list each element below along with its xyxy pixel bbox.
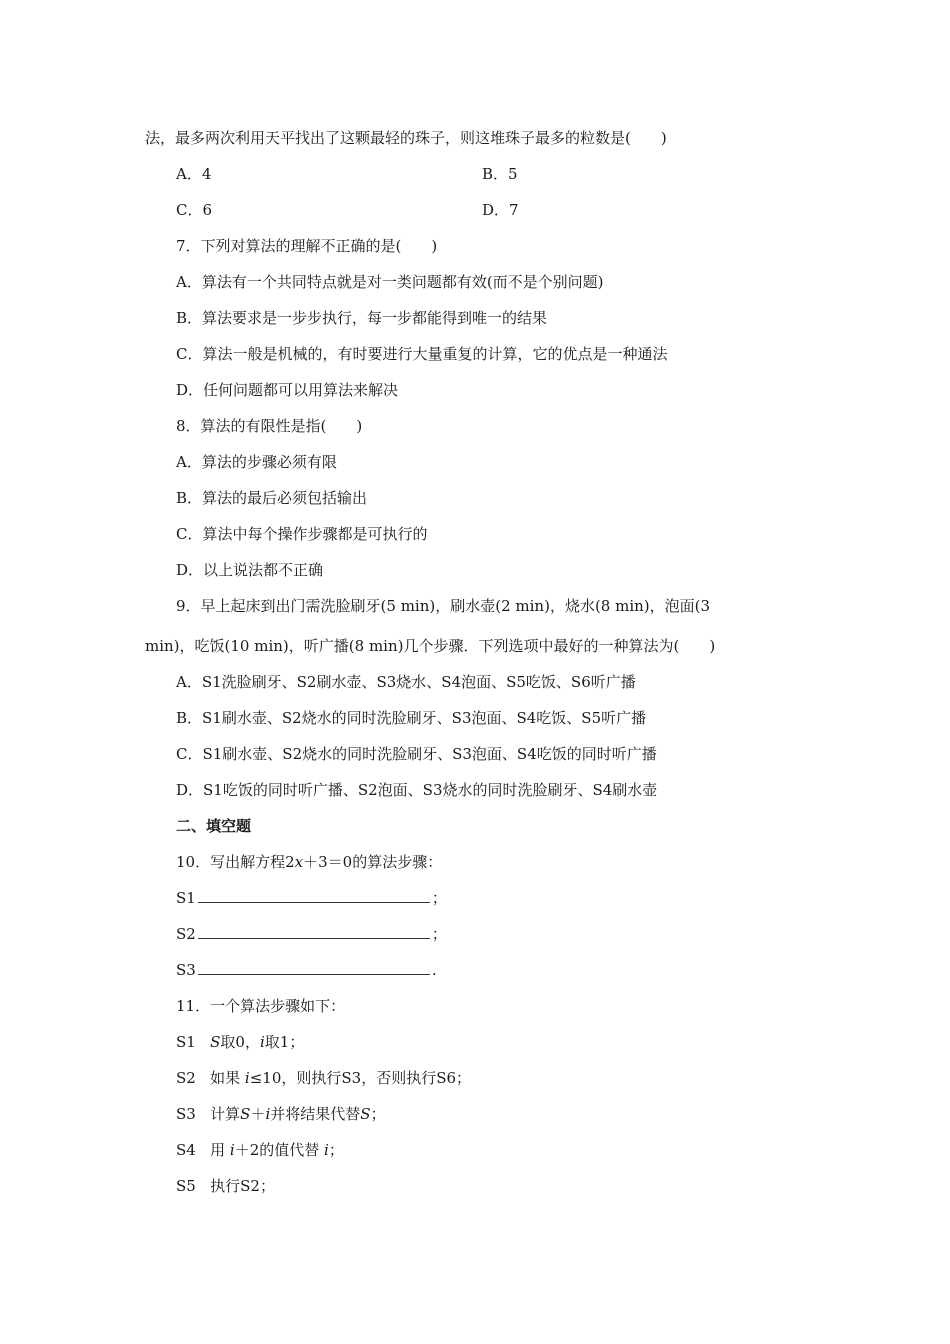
q11-step-3-text-d: ； (370, 1105, 386, 1123)
q11-step-2 (176, 1068, 471, 1088)
q9-option-a: A．S1洗脸刷牙、S2刷水壶、S3烧水、S4泡面、S5吃饭、S6听广播 (176, 673, 636, 691)
q9-option-b: B．S1刷水壶、S2烧水的同时洗脸刷牙、S3泡面、S4吃饭、S5听广播 (176, 709, 647, 727)
q6-option-d: D．7 (482, 201, 519, 219)
q11-step-3-tag: S3 (176, 1105, 196, 1123)
q11-step-3-var-s2: S (360, 1105, 371, 1123)
q11-step-4 (176, 1140, 344, 1160)
q11-step-4-tag: S4 (176, 1141, 196, 1159)
q11-step-5-text: 执行S2； (210, 1177, 275, 1195)
q10-stem (176, 852, 442, 872)
q8-option-d: D．以上说法都不正确 (176, 561, 324, 579)
q7-stem: 7．下列对算法的理解不正确的是( ) (176, 237, 438, 255)
q10-stem-var: x (294, 853, 304, 871)
q10-step-1-blank[interactable] (198, 888, 430, 903)
q10-step-2-end: ； (431, 925, 447, 943)
q11-stem: 11．一个算法步骤如下： (176, 997, 346, 1015)
q11-step-4-text-a: 用 (210, 1141, 230, 1159)
section-heading-fill-in: 二、填空题 (176, 817, 252, 835)
q10-stem-post: ＋3＝0的算法步骤： (303, 853, 443, 871)
q11-step-4-var-i2: i (324, 1141, 329, 1159)
q8-stem: 8．算法的有限性是指( ) (176, 417, 363, 435)
q9-stem-line1: 9．早上起床到出门需洗脸刷牙(5 min)，刷水壶(2 min)，烧水(8 min)，泡面(3 (176, 597, 711, 615)
q7-option-b: B．算法要求是一步步执行，每一步都能得到唯一的结果 (176, 309, 548, 327)
q8-option-a: A．算法的步骤必须有限 (176, 453, 337, 471)
q11-step-1-var-s: S (210, 1033, 221, 1051)
q10-step-2-blank[interactable] (198, 924, 430, 939)
q11-step-5 (176, 1176, 275, 1196)
q10-step-1-label: S1 (176, 889, 196, 907)
q7-option-a: A．算法有一个共同特点就是对一类问题都有效(而不是个别问题) (176, 273, 604, 291)
q11-step-3-text-c: 并将结果代替 (270, 1105, 361, 1123)
q10-step-3 (176, 960, 437, 980)
q11-step-2-text-b: ≤10，则执行S3，否则执行S6； (249, 1069, 472, 1087)
q11-step-1-var-i: i (259, 1033, 265, 1051)
q10-step-2-label: S2 (176, 925, 196, 943)
q10-step-3-label: S3 (176, 961, 196, 979)
q8-option-c: C．算法中每个操作步骤都是可执行的 (176, 525, 428, 543)
q11-step-3 (176, 1104, 386, 1124)
q11-step-3-text-b: ＋ (250, 1105, 266, 1123)
q9-option-c: C．S1刷水壶、S2烧水的同时洗脸刷牙、S3泡面、S4吃饭的同时听广播 (176, 745, 657, 763)
q6-option-a: A．4 (176, 165, 212, 183)
q11-step-2-var-i: i (244, 1069, 250, 1087)
q11-step-3-var-s: S (240, 1105, 251, 1123)
q7-option-d: D．任何问题都可以用算法来解决 (176, 381, 399, 399)
q11-step-4-text-c: ； (328, 1141, 344, 1159)
q8-option-b: B．算法的最后必须包括输出 (176, 489, 368, 507)
q7-option-c: C．算法一般是机械的，有时要进行大量重复的计算，它的优点是一种通法 (176, 345, 668, 363)
q11-step-1-text-a: 取0， (220, 1033, 260, 1051)
q9-option-d: D．S1吃饭的同时听广播、S2泡面、S3烧水的同时洗脸刷牙、S4刷水壶 (176, 781, 658, 799)
q10-step-3-blank[interactable] (198, 960, 430, 975)
q6-option-b: B．5 (482, 165, 518, 183)
q11-step-2-tag: S2 (176, 1069, 196, 1087)
q11-step-2-text-a: 如果 (210, 1069, 245, 1087)
q9-stem-line2: min)，吃饭(10 min)，听广播(8 min)几个步骤．下列选项中最好的一种算法为( ) (145, 637, 716, 655)
q11-step-4-var-i: i (229, 1141, 235, 1159)
q10-step-1-end: ； (431, 889, 447, 907)
q10-step-3-end: . (431, 961, 437, 979)
q6-continuation: 法，最多两次利用天平找出了这颗最轻的珠子，则这堆珠子最多的粒数是( ) (145, 129, 667, 147)
q11-step-5-tag: S5 (176, 1177, 196, 1195)
q11-step-3-var-i: i (265, 1105, 271, 1123)
q11-step-1-text-b: 取1； (264, 1033, 305, 1051)
q11-step-1-tag: S1 (176, 1033, 196, 1051)
q10-stem-pre: 10．写出解方程2 (176, 853, 295, 871)
q10-step-1 (176, 888, 447, 908)
q6-option-c: C．6 (176, 201, 213, 219)
q11-step-4-text-b: ＋2的值代替 (234, 1141, 325, 1159)
q11-step-1 (176, 1032, 304, 1052)
q11-step-3-text-a: 计算 (210, 1105, 241, 1123)
q10-step-2 (176, 924, 447, 944)
